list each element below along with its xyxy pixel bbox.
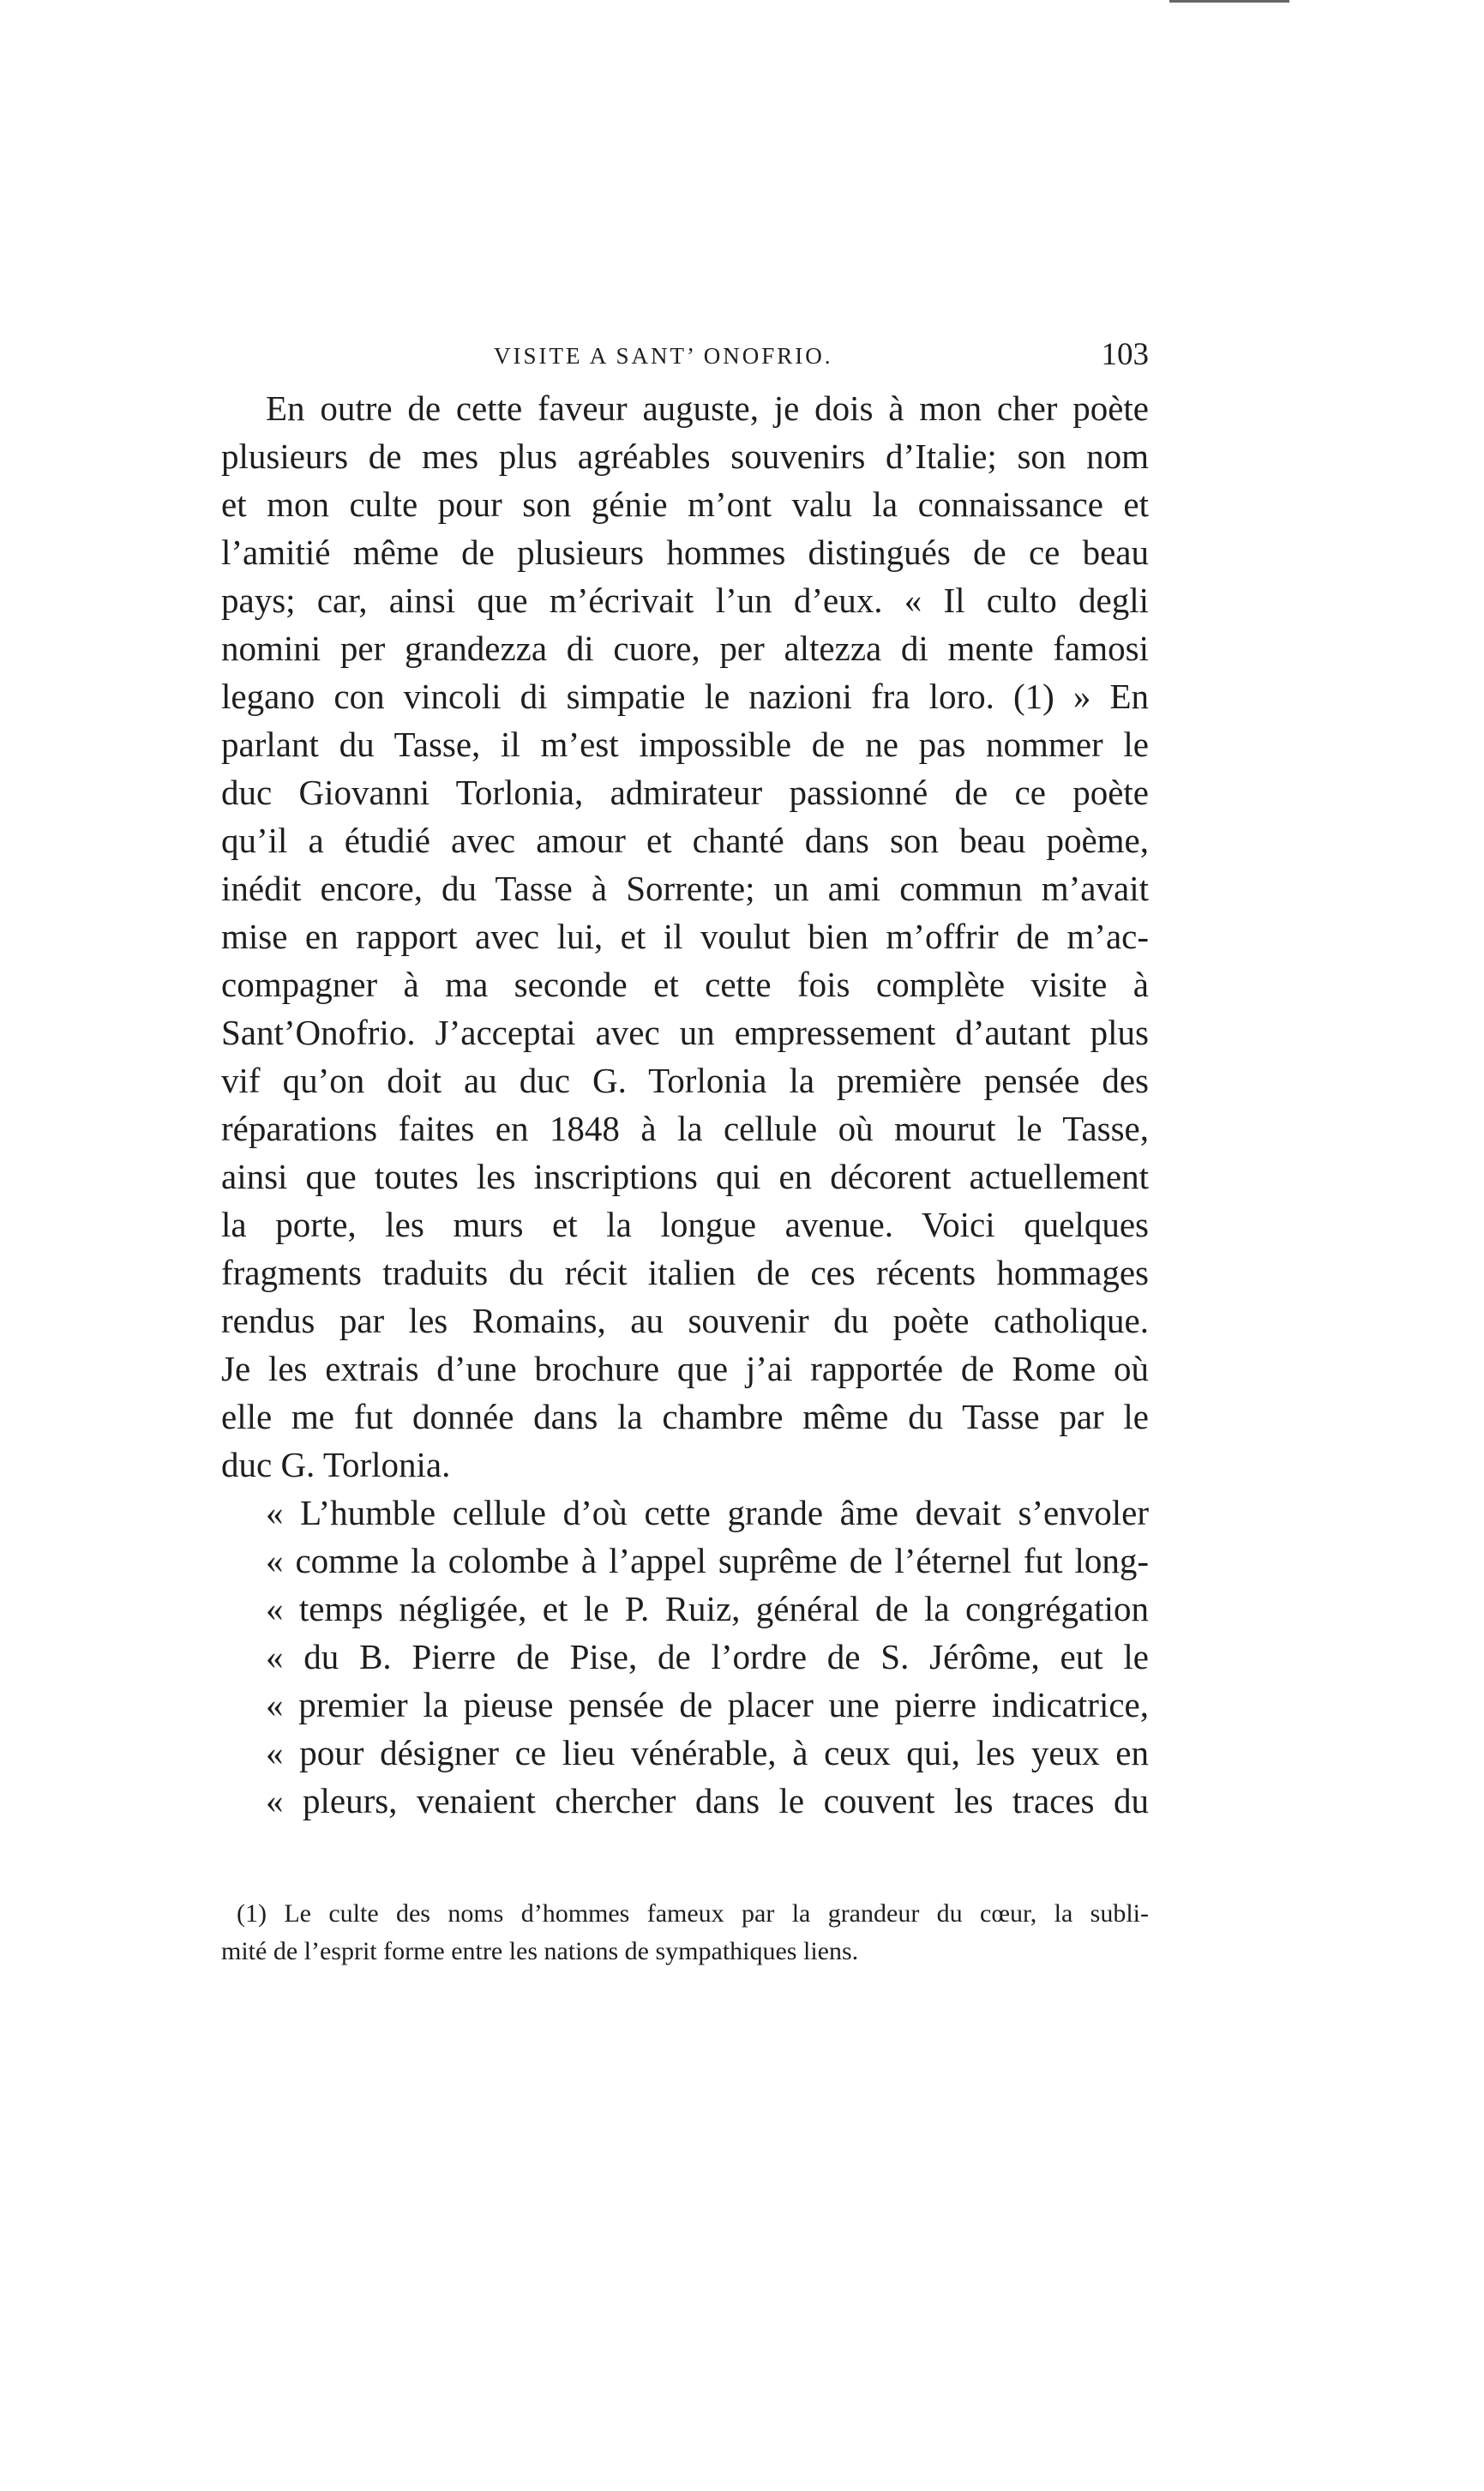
page-number: 103 [1101, 337, 1149, 372]
running-title: VISITE A SANT’ ONOFRIO. [494, 343, 833, 369]
footnote-line: mité de l’esprit forme entre les nations de sympathiques liens. [221, 1937, 859, 1965]
text-line: duc G. Torlonia. [221, 1445, 451, 1484]
text-line: et mon culte pour son génie m’ont valu la connaissance et [221, 484, 1149, 524]
quote-line: « L’humble cellule d’où cette grande âme devait s’envoler [266, 1493, 1149, 1532]
text-line: elle me fut donnée dans la chambre même du Tasse par le [221, 1397, 1149, 1436]
text-line: l’amitié même de plusieurs hommes distingués de ce beau [221, 532, 1149, 572]
text-line: qu’il a étudié avec amour et chanté dans son beau poème, [221, 821, 1149, 860]
quote-line: « comme la colombe à l’appel suprême de l’éternel fut long- [266, 1541, 1149, 1580]
text-line: pays; car, ainsi que m’écrivait l’un d’eux. « Il culto degli [221, 581, 1149, 620]
text-line: parlant du Tasse, il m’est impossible de ne pas nommer le [221, 725, 1149, 764]
page-header [221, 336, 1149, 382]
quote-line: « du B. Pierre de Pise, de l’ordre de S. Jérôme, eut le [266, 1637, 1149, 1676]
text-line: réparations faites en 1848 à la cellule où mourut le Tasse, [221, 1109, 1149, 1148]
quote-line: « premier la pieuse pensée de placer une pierre indicatrice, [266, 1685, 1149, 1724]
footnotes [221, 1895, 1149, 1971]
text-line: Sant’Onofrio. J’acceptai avec un empressement d’autant plus [221, 1013, 1149, 1052]
text-line: vif qu’on doit au duc G. Torlonia la première pensée des [221, 1061, 1149, 1100]
quote-line: « pour désigner ce lieu vénérable, à ceux qui, les yeux en [266, 1733, 1149, 1772]
text-line: duc Giovanni Torlonia, admirateur passionné de ce poète [221, 773, 1149, 812]
text-line: compagner à ma seconde et cette fois complète visite à [221, 965, 1149, 1004]
footnote-line: (1) Le culte des noms d’hommes fameux par la grandeur du cœur, la subli- [237, 1899, 1149, 1928]
body-text [221, 384, 1149, 1825]
text-line: En outre de cette faveur auguste, je dois à mon cher poète [266, 388, 1149, 428]
text-line: inédit encore, du Tasse à Sorrente; un ami commun m’avait [221, 869, 1149, 908]
text-line: ainsi que toutes les inscriptions qui en décorent actuellement [221, 1157, 1149, 1196]
quote-line: « pleurs, venaient chercher dans le couvent les traces du [266, 1781, 1149, 1820]
text-line: la porte, les murs et la longue avenue. Voici quelques [221, 1205, 1149, 1244]
text-line: nomini per grandezza di cuore, per altezza di mente famosi [221, 629, 1149, 668]
text-line: mise en rapport avec lui, et il voulut bien m’offrir de m’ac- [221, 917, 1149, 956]
text-line: plusieurs de mes plus agréables souvenirs d’Italie; son nom [221, 436, 1149, 476]
quote-line: « temps négligée, et le P. Ruiz, général de la congrégation [266, 1589, 1149, 1628]
text-line: legano con vincoli di simpatie le nazioni fra loro. (1) » En [221, 677, 1149, 716]
text-line: Je les extrais d’une brochure que j’ai rapportée de Rome où [221, 1349, 1149, 1388]
top-edge-rule [1169, 0, 1289, 3]
text-line: fragments traduits du récit italien de ces récents hommages [221, 1253, 1149, 1292]
text-line: rendus par les Romains, au souvenir du poète catholique. [221, 1301, 1149, 1340]
